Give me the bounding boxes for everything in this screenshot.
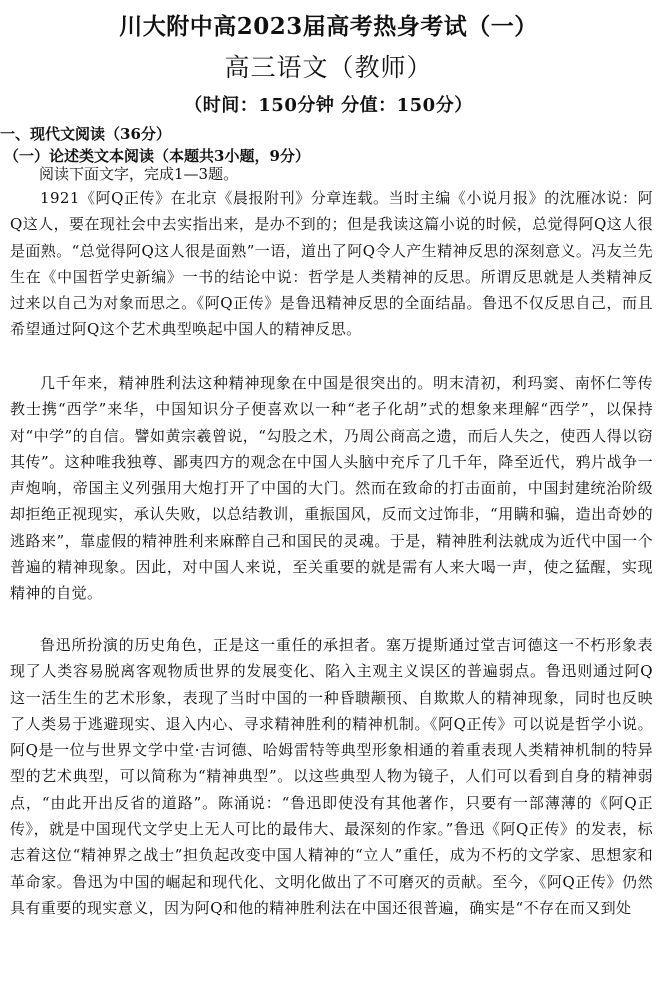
passage-paragraph: 1921《阿Q正传》在北京《晨报附刊》分章连载。当时主编《小说月报》的沈雁冰说：阿Q这人，要在现社会中去实指出来，是办不到的；但是我读这篇小说的时候，总觉得阿Q这人很是面熟。“总觉得阿Q这人很是面熟”一语，道出了阿Q令人产生精神反思的深刻意义。冯友兰先生在《中国哲学史新编》一书的结论中说：哲学是人类精神的反思。所谓反思就是人类精神反过来以自己为对象而思之。《阿Q正传》是鲁迅精神反思的全面结晶。鲁迅不仅反思自己，而且希望通过阿Q这个艺术典型唤起中国人的精神反思。: [10, 189, 653, 339]
passage-paragraph: 几千年来，精神胜利法这种精神现象在中国是很突出的。明末清初，利玛窦、南怀仁等传教士携“西学”来华，中国知识分子便喜欢以一种“老子化胡”式的想象来理解“西学”，以保持对“中学”的自信。譬如黄宗羲曾说，“勾股之术，乃周公商高之遗，而后人失之，使西人得以窃其传”。这种唯我独尊、鄙夷四方的观念在中国人头脑中充斥了几千年，降至近代，鸦片战争一声炮响，帝国主义列强用大炮打开了中国的大门。然而在致命的打击面前，中国封建统治阶级却拒绝正视现实，承认失败，以总结教训，重振国风，反而文过饰非，“用瞒和骗，造出奇妙的逃路来”，靠虚假的精神胜利来麻醉自己和国民的灵魂。于是，精神胜利法就成为近代中国一个普遍的精神现象。因此，对中国人来说，至关重要的就是需有人来大喝一声，使之猛醒，实现精神的自觉。: [10, 374, 653, 603]
exam-subtitle: 高三语文（教师）: [224, 53, 433, 82]
subsection-heading-argumentative: （一）论述类文本阅读（本题共3小题，9分）: [4, 147, 310, 165]
passage-paragraph: 鲁迅所扮演的历史角色，正是这一重任的承担者。塞万提斯通过堂吉诃德这一不朽形象表现了人类容易脱离客观物质世界的发展变化、陷入主观主义误区的普遍弱点。鲁迅则通过阿Q这一活生生的艺术形象，表现了当时中国的一种昏聩颟顸、自欺欺人的精神现象，同时也反映了人类易于逃避现实、退入内心、寻求精神胜利的精神机制。《阿Q正传》可以说是哲学小说。阿Q是一位与世界文学中堂·吉诃德、哈姆雷特等典型形象相通的着重表现人类精神机制的特异型的艺术典型，可以简称为“精神典型”。以这些典型人物为镜子，人们可以看到自身的精神弱点，“由此开出反省的道路”。陈涌说：“鲁迅即使没有其他著作，只要有一部薄薄的《阿Q正传》，就是中国现代文学史上无人可比的最伟大、最深刻的作家。”鲁迅《阿Q正传》的发表，标志着这位“精神界之战士”担负起改变中国人精神的“立人”重任，成为不朽的文学家、思想家和革命家。鲁迅为中国的崛起和现代化、文明化做出了不可磨灭的贡献。至今，《阿Q正传》仍然具有重要的现实意义，因为阿Q和他的精神胜利法在中国还很普遍，确实是“不存在而又到处: [10, 636, 653, 917]
exam-time-score: （时间：150分钟 分值：150分）: [184, 95, 473, 116]
reading-instruction: 阅读下面文字，完成1—3题。: [39, 165, 239, 183]
exam-title: 川大附中高2023届高考热身考试（一）: [119, 13, 538, 40]
section-heading-reading: 一、现代文阅读（36分）: [0, 125, 171, 143]
